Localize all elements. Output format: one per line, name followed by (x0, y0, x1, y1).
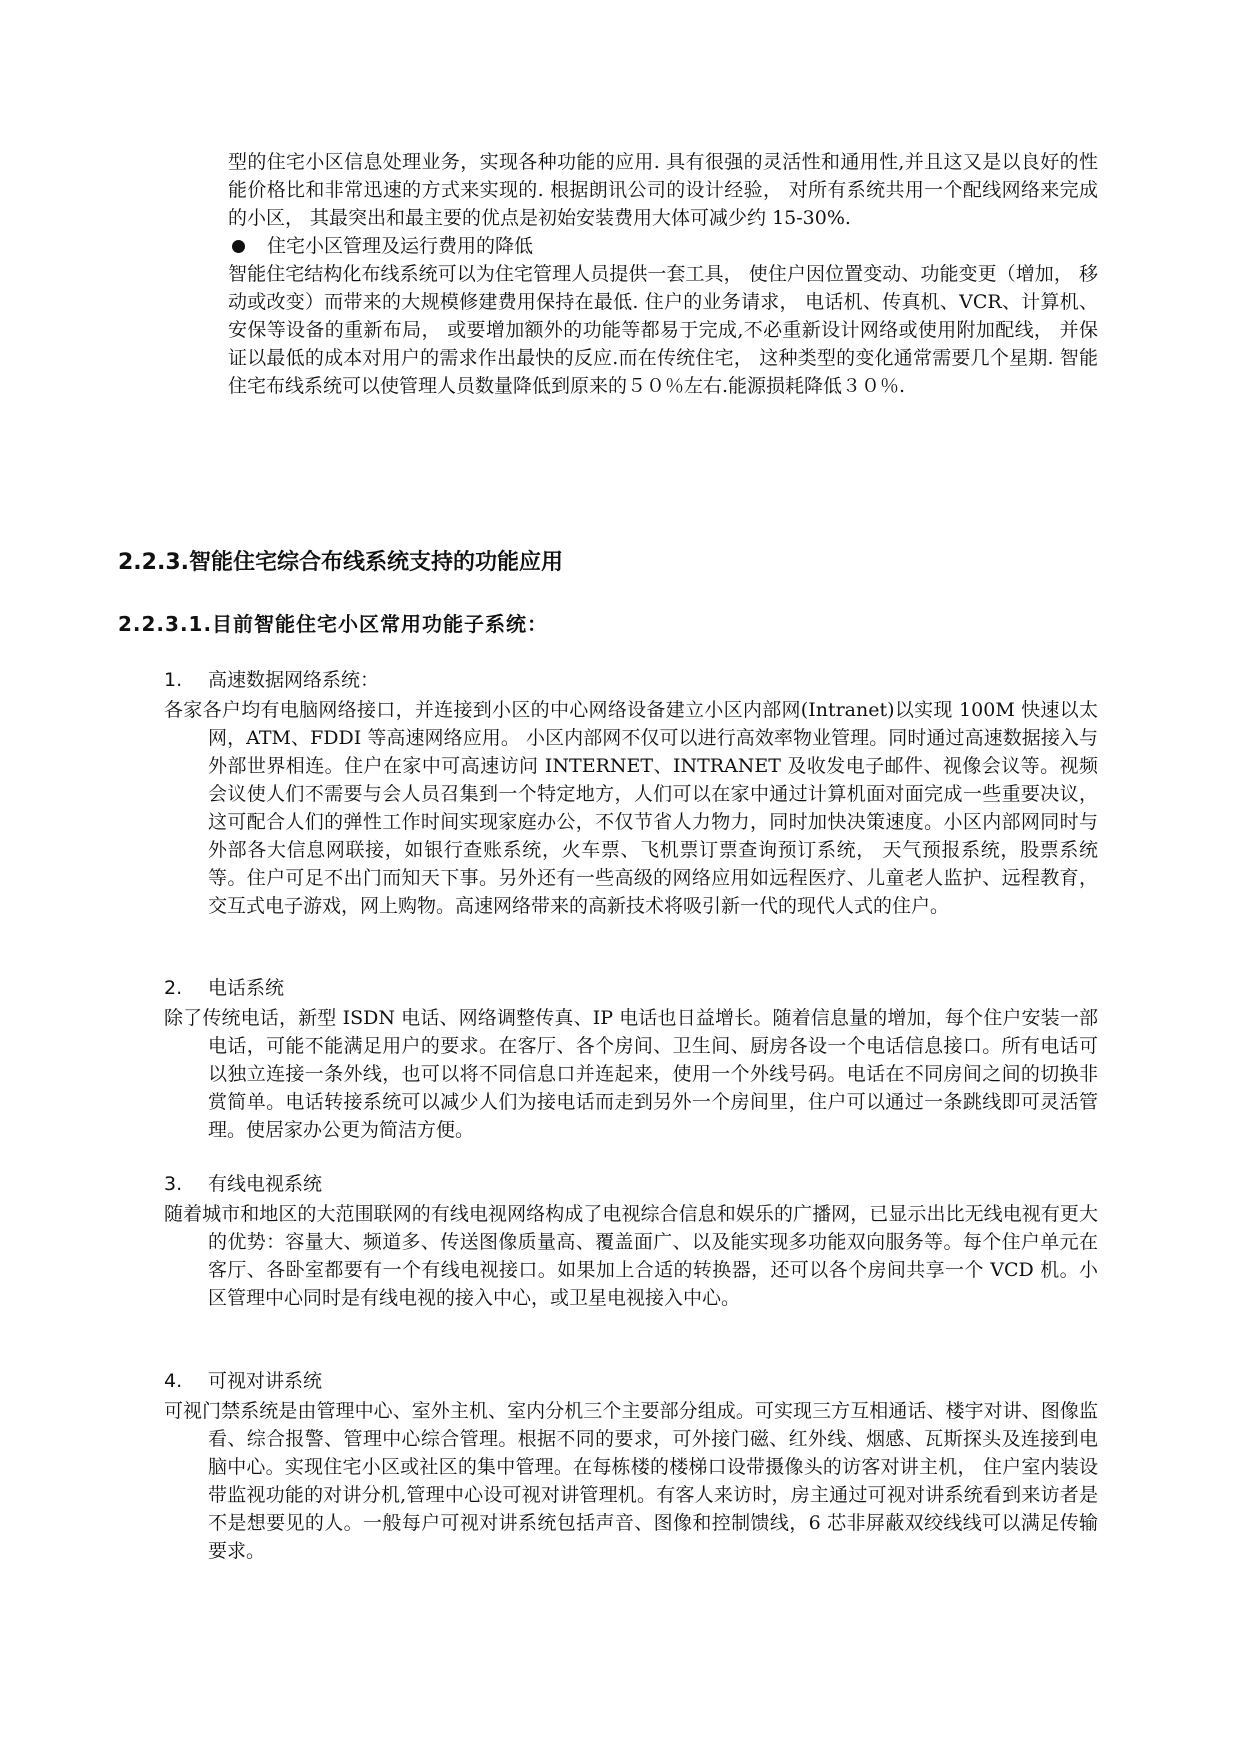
subsystem-telephone (164, 974, 1098, 1144)
subsystem-body: 可视门禁系统是由管理中心、室外主机、室内分机三个主要部分组成。可实现三方互相通话、楼宇对讲、图像监看、综合报警、管理中心综合管理。根据不同的要求，可外接门磁、红外线、烟感、瓦斯探头及连接到电脑中心。实现住宅小区或社区的集中管理。在每栋楼的楼梯口设带摄像头的访客对讲主机， 住户室内装设带监视功能的对讲分机,管理中心设可视对讲管理机。有客人来访时，房主通过可视对讲系统看到来访者是不是想要见的人。一般每户可视对讲系统包括声音、图像和控制馈线，6 芯非屏蔽双绞线线可以满足传输要求。 (164, 1400, 1098, 1562)
subsystem-body: 除了传统电话，新型 ISDN 电话、网络调整传真、IP 电话也日益增长。随着信息量的增加，每个住户安装一部电话，可能不能满足用户的要求。在客厅、各个房间、卫生间、厨房各设一个电话信息接口。所有电话可以独立连接一条外线，也可以将不同信息口并连起来，使用一个外线号码。电话在不同房间之间的切换非赏简单。电话转接系统可以减少人们为接电话而走到另外一个房间里，住户可以通过一条跳线即可灵活管理。使居家办公更为简洁方便。 (164, 1007, 1098, 1141)
subsystem-title-text: 有线电视系统 (208, 1173, 323, 1195)
subsection-heading: 2.2.3.1.目前智能住宅小区常用功能子系统： (118, 612, 549, 636)
section-heading: 2.2.3.智能住宅综合布线系统支持的功能应用 (118, 550, 563, 575)
bullet-dot-icon (232, 240, 245, 253)
bullet-item (228, 232, 1098, 260)
intro-block (228, 148, 1098, 400)
subsystem-number: 1. (164, 669, 183, 691)
subsystem-title (164, 666, 1098, 694)
intro-paragraph-2: 智能住宅结构化布线系统可以为住宅管理人员提供一套工具， 使住户因位置变动、功能变更（增加， 移动或改变）而带来的大规模修建费用保持在最低. 住户的业务请求， 电话机、传真机、VCR、计算机、安保等设备的重新布局， 或要增加额外的功能等都易于完成,不必重新设计网络或使用附加配线， 并保证以最低的成本对用户的需求作出最快的反应.而在传统住宅， 这种类型的变化通常需要几个星期. 智能住宅布线系统可以使管理人员数量降低到原来的５０％左右.能源损耗降低３０％. (228, 263, 1098, 397)
bullet-text: 住宅小区管理及运行费用的降低 (267, 235, 534, 257)
subsystem-body: 各家各户均有电脑网络接口，并连接到小区的中心网络设备建立小区内部网(Intranet)以实现 100M 快速以太网，ATM、FDDI 等高速网络应用。 小区内部网不仅可以进行高效率物业管理。同时通过高速数据接入与外部世界相连。住户在家中可高速访问 INTERNET、INTRANET 及收发电子邮件、视像会议等。视频会议使人们不需要与会人员召集到一个特定地方，人们可以在家中通过计算机面对面完成一些重要决议，这可配合人们的弹性工作时间实现家庭办公，不仅节省人力物力，同时加快决策速度。小区内部网同时与外部各大信息网联接，如银行查账系统，火车票、飞机票订票查询预订系统， 天气预报系统，股票系统等。住户可足不出门而知天下事。另外还有一些高级的网络应用如远程医疗、儿童老人监护、远程教育，交互式电子游戏，网上购物。高速网络带来的高新技术将吸引新一代的现代人式的住户。 (164, 699, 1098, 917)
subsystem-title (164, 1170, 1098, 1198)
subsystem-body: 随着城市和地区的大范围联网的有线电视网络构成了电视综合信息和娱乐的广播网，已显示出比无线电视有更大的优势：容量大、频道多、传送图像质量高、覆盖面广、以及能实现多功能双向服务等。每个住户单元在客厅、各卧室都要有一个有线电视接口。如果加上合适的转换器，还可以各个房间共享一个 VCD 机。小区管理中心同时是有线电视的接入中心，或卫星电视接入中心。 (164, 1203, 1098, 1309)
subsystem-title-text: 可视对讲系统 (208, 1370, 323, 1392)
subsystem-title-text: 电话系统 (208, 977, 285, 999)
subsystem-cable-tv (164, 1170, 1098, 1312)
subsystem-title-text: 高速数据网络系统： (208, 669, 380, 691)
subsystem-data-network (164, 666, 1098, 920)
subsystem-number: 4. (164, 1370, 183, 1392)
subsystem-number: 2. (164, 977, 183, 999)
subsystem-title (164, 974, 1098, 1002)
subsystem-title (164, 1367, 1098, 1395)
subsystem-video-intercom (164, 1367, 1098, 1565)
intro-paragraph-1: 型的住宅小区信息处理业务，实现各种功能的应用. 具有很强的灵活性和通用性,并且这又是以良好的性能价格比和非常迅速的方式来实现的. 根据朗讯公司的设计经验， 对所有系统共用一个配线网络来完成的小区， 其最突出和最主要的优点是初始安装费用大体可减少约 15-30%. (228, 151, 1098, 229)
subsystem-number: 3. (164, 1173, 183, 1195)
